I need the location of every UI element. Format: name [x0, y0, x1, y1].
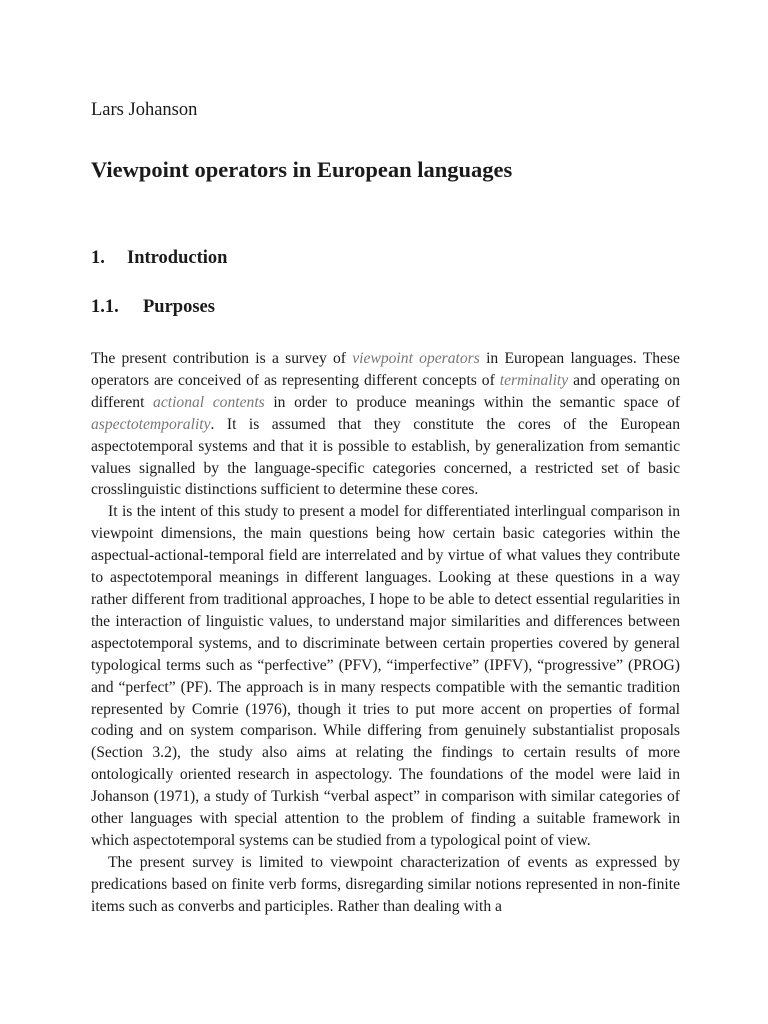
paragraph-2: It is the intent of this study to present a model for differentiated interlingual comparison in viewpoint dimensions, the main questions being how certain basic categories within the aspectual-actional-temporal field are interrelated and by virtue of what values they contribute to aspectotemporal meanings in different languages. Looking at these questions in a way rather different from traditional approaches, I hope to be able to detect essential regularities in the interaction of linguistic values, to understand major similarities and differences between aspectotemporal systems, and to discriminate between certain properties covered by general typological terms such as “perfective” (PFV), “imperfective” (IPFV), “progressive” (PROG) and “perfect” (PF). The approach is in many respects compatible with the semantic tradition represented by Comrie (1976), though it tries to put more accent on properties of formal coding and on system comparison. While differing from genuinely substantialist proposals (Section 3.2), the study also aims at relating the findings to certain results of more ontologically oriented research in aspectology. The foundations of the model were laid in Johanson (1971), a study of Turkish “verbal aspect” in comparison with similar categories of other languages with special attention to the problem of finding a suitable framework in which aspectotemporal systems can be studied from a typological point of view. [91, 503, 680, 849]
paragraph-1-text: in European languages. These operators are conceived of as representing different concepts of [91, 350, 680, 389]
subsection-title: Purposes [143, 297, 215, 317]
subsection-heading-purposes [91, 297, 215, 318]
section-title: Introduction [127, 248, 228, 268]
paper-title: Viewpoint operators in European languages [91, 157, 513, 182]
paragraph-1-text: and operating on different [91, 371, 680, 411]
section-heading-introduction [91, 248, 227, 269]
paragraph-1-text: The present contribution is a survey of [91, 350, 353, 367]
paragraph-3: The present survey is limited to viewpoint characterization of events as expressed by predications based on finite verb forms, disregarding similar notions represented in non-finite items such as converbs and participles. Rather than dealing with a [91, 853, 680, 915]
term-aspectotemporality: aspectotemporality [91, 415, 211, 433]
body-text [91, 348, 680, 918]
paragraph-1-text: . It is assumed that they constitute the cores of the European aspectotemporal systems and that it is possible to establish, by generalization from semantic values signalled by the language-specific categories concerned, a restricted set of basic crosslinguistic distinctions sufficient to determine these cores. [91, 415, 680, 499]
paragraph-1-text: in order to produce meanings within the semantic space of [264, 393, 681, 411]
paragraph-1 [91, 348, 680, 501]
term-terminality: terminality [499, 371, 569, 389]
term-viewpoint-operators: viewpoint operators [352, 350, 480, 367]
section-number: 1. [91, 248, 105, 268]
subsection-number: 1.1. [91, 297, 119, 317]
author-name: Lars Johanson [91, 100, 198, 120]
term-actional-contents: actional contents [153, 393, 265, 411]
